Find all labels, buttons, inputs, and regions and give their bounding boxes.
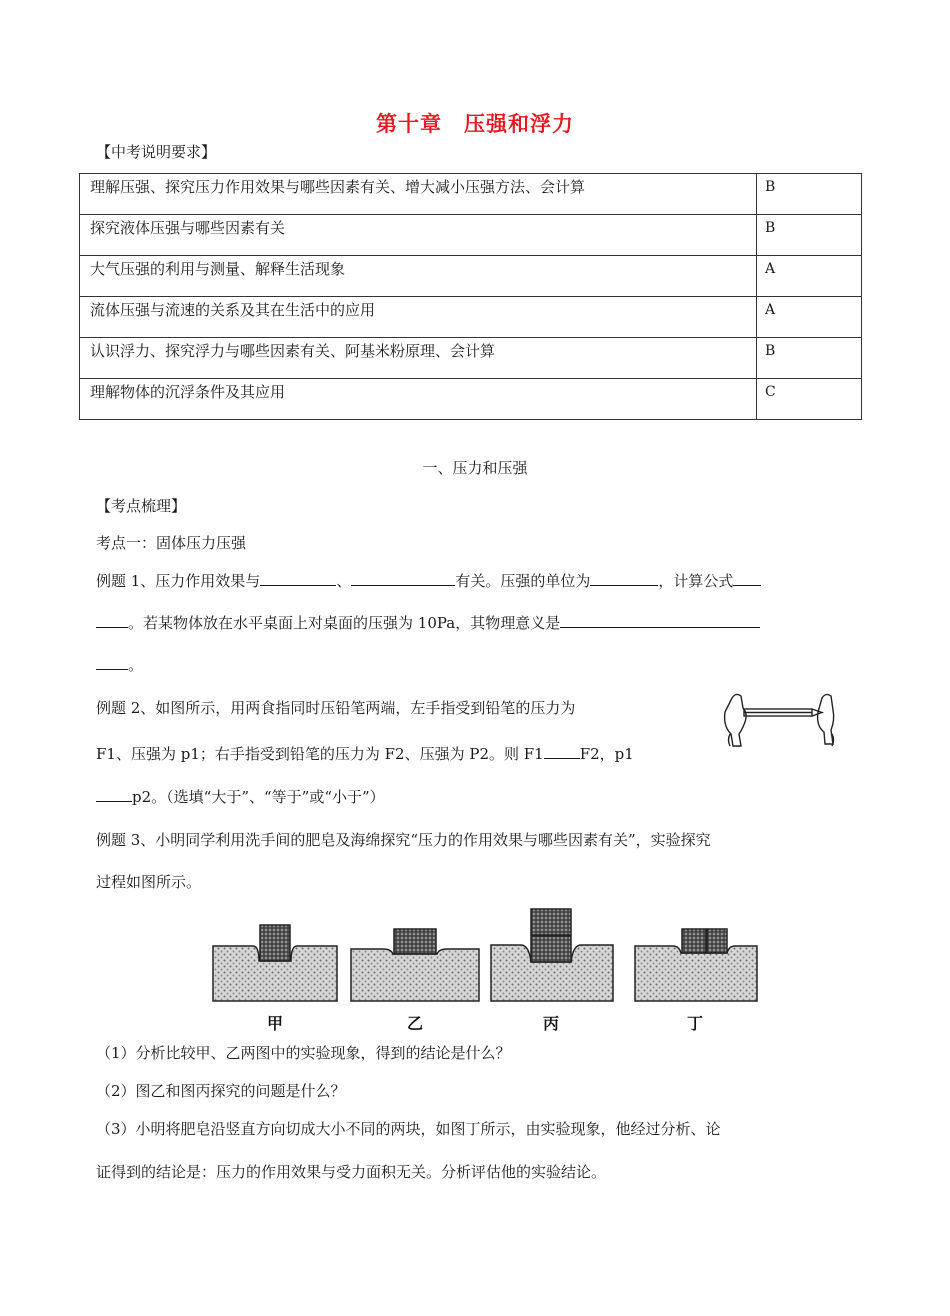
chapter-name: 压强和浮力 bbox=[464, 112, 574, 136]
requirement-row bbox=[80, 338, 862, 379]
example1-text-c: 有关。压强的单位为 bbox=[455, 572, 591, 590]
figure-label-bing: 丙 bbox=[542, 1014, 560, 1033]
soap-bing-top bbox=[531, 909, 571, 935]
example1-text-b: 、 bbox=[336, 572, 352, 590]
answer-blank[interactable] bbox=[560, 613, 760, 628]
pencil-fingers-figure bbox=[718, 690, 842, 754]
requirement-row bbox=[80, 174, 862, 215]
answer-blank[interactable] bbox=[96, 787, 132, 802]
answer-blank[interactable] bbox=[351, 571, 455, 586]
example2-line2 bbox=[96, 743, 634, 764]
soap-jia bbox=[260, 925, 290, 961]
requirement-row bbox=[80, 297, 862, 338]
sponge-ding bbox=[635, 946, 757, 1001]
requirement-text: 理解压强、探究压力作用效果与哪些因素有关、增大减小压强方法、会计算 bbox=[80, 174, 757, 215]
requirement-text: 探究液体压强与哪些因素有关 bbox=[80, 215, 757, 256]
example3-line2: 过程如图所示。 bbox=[96, 873, 202, 891]
answer-blank[interactable] bbox=[544, 744, 580, 759]
requirement-level: A bbox=[757, 297, 862, 338]
question-2: （2）图乙和图丙探究的问题是什么？ bbox=[96, 1082, 346, 1100]
figure-label-yi: 乙 bbox=[406, 1014, 424, 1033]
answer-blank[interactable] bbox=[260, 571, 336, 586]
example2-text-a: F1、压强为 p1；右手指受到铅笔的压力为 F2、压强为 P2。则 F1 bbox=[96, 745, 544, 763]
example2-line3 bbox=[96, 786, 385, 807]
example3-line1: 例题 3、小明同学利用洗手间的肥皂及海绵探究“压力的作用效果与哪些因素有关”，实验探究 bbox=[96, 831, 711, 849]
example1-line2 bbox=[96, 612, 760, 633]
requirement-row bbox=[80, 379, 862, 420]
example1-text-e: 。若某物体放在水平桌面上对桌面的压强为 10Pa，其物理意义是 bbox=[128, 614, 561, 632]
example1-line1 bbox=[96, 570, 761, 591]
answer-blank[interactable] bbox=[733, 571, 761, 586]
sponge-yi bbox=[351, 949, 479, 1001]
requirements-header: 【中考说明要求】 bbox=[96, 143, 217, 161]
requirement-level: B bbox=[757, 174, 862, 215]
sponge-soap-figure bbox=[205, 905, 765, 1035]
question-1: （1）分析比较甲、乙两图中的实验现象，得到的结论是什么？ bbox=[96, 1044, 511, 1062]
review-header: 【考点梳理】 bbox=[96, 497, 187, 515]
answer-blank[interactable] bbox=[590, 571, 658, 586]
requirement-level: C bbox=[757, 379, 862, 420]
requirement-level: A bbox=[757, 256, 862, 297]
section-title: 一、压力和压强 bbox=[422, 459, 528, 477]
requirement-text: 认识浮力、探究浮力与哪些因素有关、阿基米粉原理、会计算 bbox=[80, 338, 757, 379]
figure-label-jia: 甲 bbox=[266, 1014, 284, 1033]
soap-ding-large bbox=[682, 929, 706, 953]
requirement-text: 理解物体的沉浮条件及其应用 bbox=[80, 379, 757, 420]
requirement-text: 大气压强的利用与测量、解释生活现象 bbox=[80, 256, 757, 297]
example2-text-c: p2。（选填“大于”、“等于”或“小于”） bbox=[132, 788, 385, 806]
requirement-level: B bbox=[757, 338, 862, 379]
question-3-line2: 证得到的结论是：压力的作用效果与受力面积无关。分析评估他的实验结论。 bbox=[96, 1163, 607, 1181]
requirement-level: B bbox=[757, 215, 862, 256]
requirements-table bbox=[79, 173, 862, 420]
soap-yi bbox=[394, 929, 436, 954]
requirement-row bbox=[80, 256, 862, 297]
example1-text-f: 。 bbox=[128, 656, 144, 674]
example1-text-d: ，计算公式 bbox=[658, 572, 734, 590]
question-3-line1: （3）小明将肥皂沿竖直方向切成大小不同的两块，如图丁所示，由实验现象，他经过分析、论 bbox=[96, 1120, 721, 1138]
soap-ding-small bbox=[707, 929, 727, 953]
example2-line1: 例题 2、如图所示，用两食指同时压铅笔两端，左手指受到铅笔的压力为 bbox=[96, 699, 576, 717]
example2-text-b: F2，p1 bbox=[579, 745, 634, 763]
answer-blank[interactable] bbox=[96, 613, 128, 628]
chapter-title bbox=[0, 108, 950, 138]
answer-blank[interactable] bbox=[96, 655, 128, 670]
requirement-text: 流体压强与流速的关系及其在生活中的应用 bbox=[80, 297, 757, 338]
example1-line3 bbox=[96, 654, 143, 675]
requirement-row bbox=[80, 215, 862, 256]
chapter-number: 第十章 bbox=[376, 112, 442, 136]
topic-one-heading: 考点一：固体压力压强 bbox=[96, 534, 247, 552]
soap-bing-bottom bbox=[531, 936, 571, 962]
example1-text-a: 例题 1、压力作用效果与 bbox=[96, 572, 261, 590]
figure-label-ding: 丁 bbox=[686, 1014, 704, 1033]
